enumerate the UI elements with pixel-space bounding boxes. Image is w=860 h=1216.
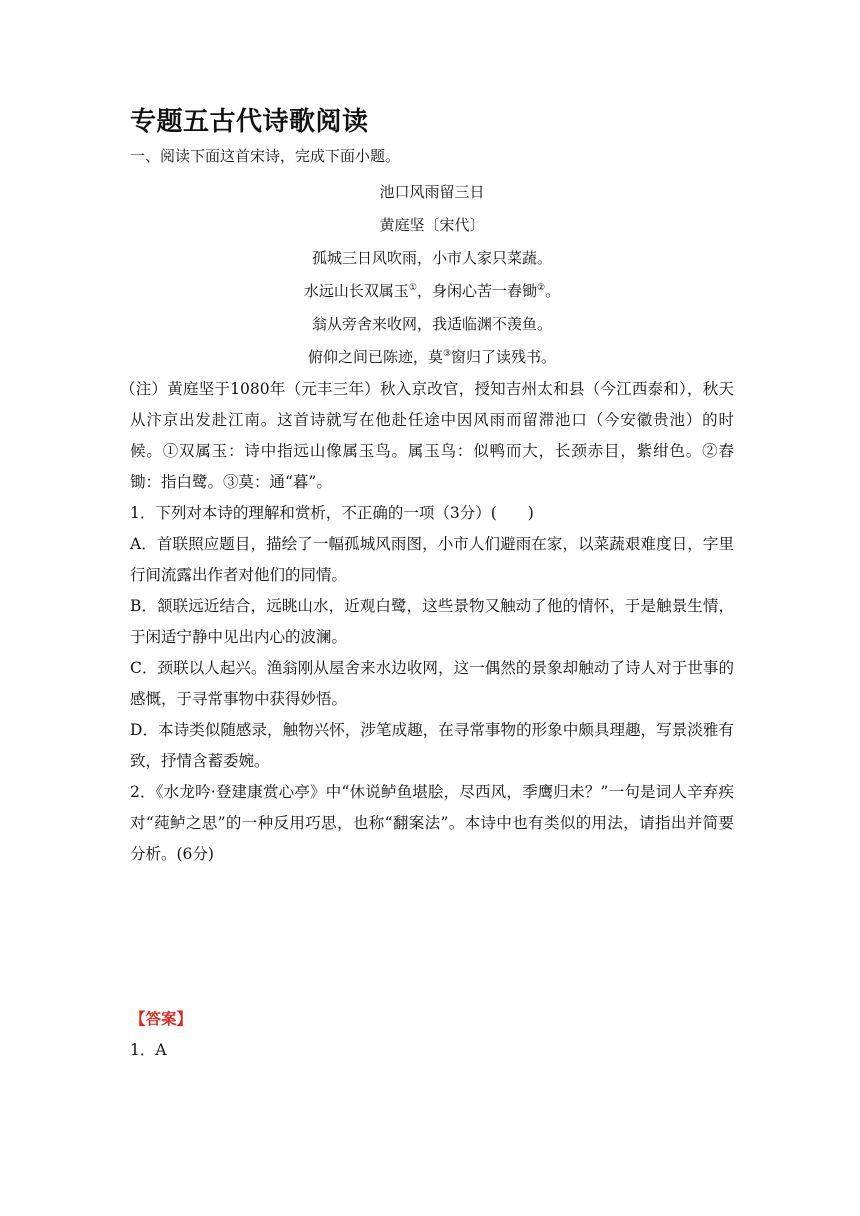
poem-author: 黄庭坚〔宋代〕 <box>379 216 485 234</box>
page-title: 专题五古代诗歌阅读 <box>130 107 369 137</box>
question-1-option-b: B．颔联远近结合，远眺山水，近观白鹭，这些景物又触动了他的情怀，于是触景生情，于闲适宁静中见出内心的波澜。 <box>130 597 734 646</box>
poem-line <box>130 242 734 275</box>
poem-note: （注）黄庭坚于1080年（元丰三年）秋入京改官，授知吉州太和县（今江西泰和），秋天从汴京出发赴江南。这首诗就写在他赴任途中因风雨而留滞池口（今安徽贵池）的时候。①双属玉：诗中指远山像属玉鸟。属玉鸟：似鸭而大，长颈赤目，紫绀色。②舂锄：指白鹭。③莫：通“暮”。 <box>120 380 734 491</box>
section-intro: 一、阅读下面这首宋诗，完成下面小题。 <box>130 147 401 165</box>
answer-label: 【答案】 <box>130 1010 193 1028</box>
poem-line-text: ，身闲心苦一舂锄 <box>416 282 537 300</box>
poem-line-text: 孤城三日风吹雨，小市人家只菜蔬。 <box>311 249 552 267</box>
poem-block <box>130 176 734 374</box>
poem-line-text: 。 <box>545 282 561 300</box>
footnote-marker: ① <box>408 283 417 293</box>
answer-item: 1．A <box>130 1041 167 1059</box>
poem-line-text: 窗归了读残书。 <box>451 348 557 366</box>
question-2-stem: 2．《水龙吟·登建康赏心亭》中“休说鲈鱼堪脍，尽西风，季鹰归未？”一句是词人辛弃疾对“莼鲈之思”的一种反用巧思，也称“翻案法”。本诗中也有类似的用法，请指出并简要分析。(6分) <box>130 783 734 863</box>
poem-line <box>130 308 734 341</box>
poem-line-text: 水远山长双属玉 <box>303 282 409 300</box>
poem-title: 池口风雨留三日 <box>379 183 485 201</box>
footnote-marker: ③ <box>442 349 452 359</box>
document-page <box>120 104 734 1066</box>
footnote-marker: ② <box>537 283 546 293</box>
answer-space <box>130 870 734 1004</box>
question-1-option-d: D．本诗类似随感录，触物兴怀，涉笔成趣，在寻常事物的形象中颇具理趣，写景淡雅有致，抒情含蓄委婉。 <box>130 721 734 770</box>
question-1-option-a: A．首联照应题目，描绘了一幅孤城风雨图，小市人们避雨在家，以菜蔬艰难度日，字里行间流露出作者对他们的同情。 <box>130 535 734 584</box>
poem-line <box>130 341 734 374</box>
poem-line-text: 翁从旁舍来收网，我适临渊不羡鱼。 <box>311 315 552 333</box>
question-1-stem: 1．下列对本诗的理解和赏析，不正确的一项（3分）( ) <box>130 504 534 522</box>
poem-line <box>130 275 734 308</box>
poem-line-text: 俯仰之间已陈迹，莫 <box>307 348 443 366</box>
question-1-option-c: C．颈联以人起兴。渔翁刚从屋舍来水边收网，这一偶然的景象却触动了诗人对于世事的感慨，于寻常事物中获得妙悟。 <box>130 659 734 708</box>
